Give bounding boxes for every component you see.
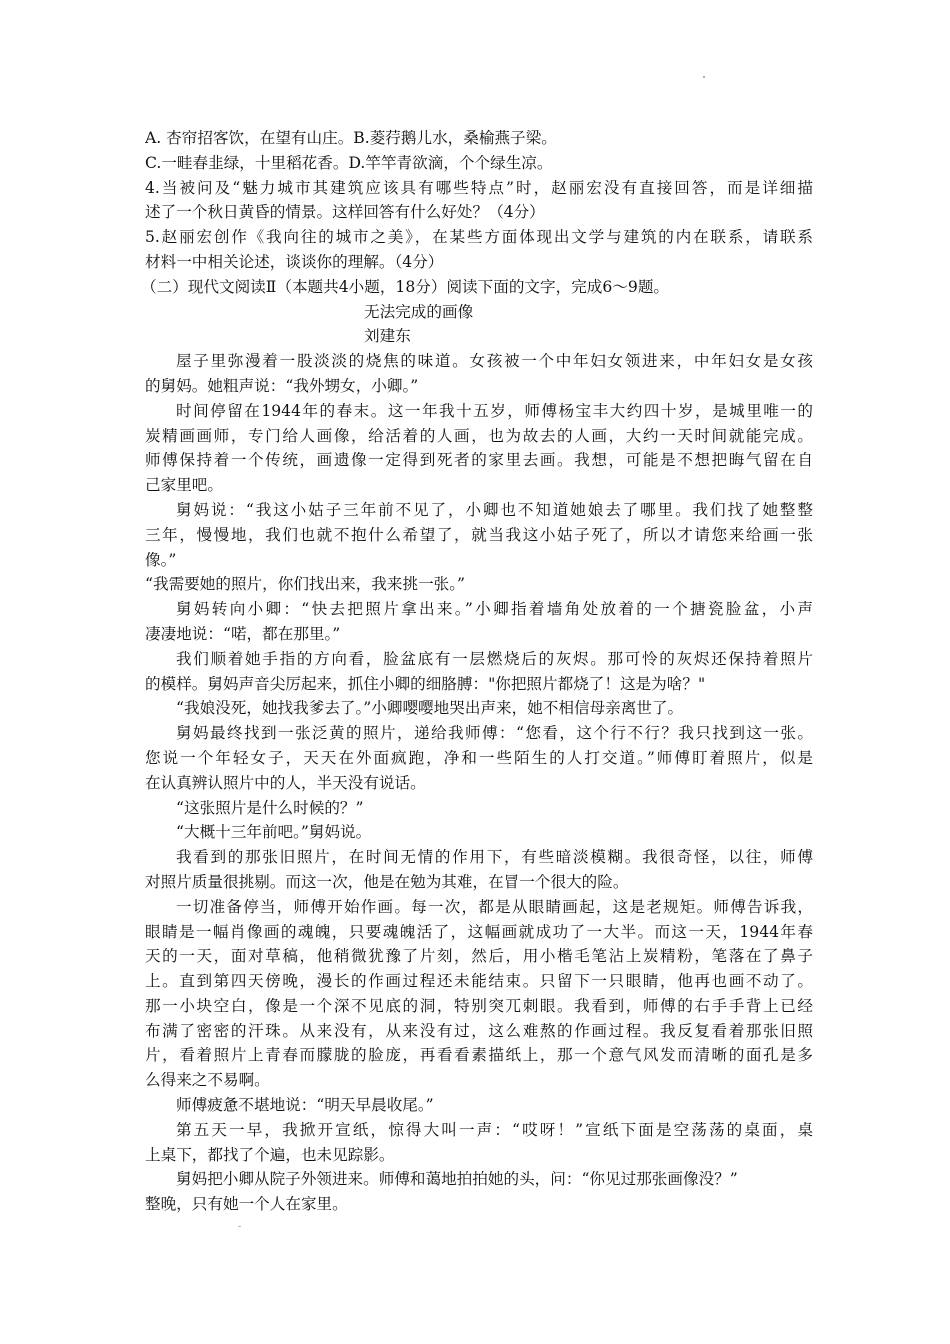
paragraph-line: 整晚，只有她一个人在家里。	[145, 1195, 348, 1214]
paragraph-line: “这张照片是什么时候的？”	[176, 798, 364, 817]
paragraph-line: 像。”	[145, 550, 177, 569]
paragraph-line: 时间停留在1944年的春末。这一年我十五岁，师傅杨宝丰大约四十岁，是城里唯一的	[176, 401, 813, 420]
story-author: 刘建东	[364, 327, 411, 346]
paragraph-line: 上桌下，都找了个遍，也未见踪影。	[145, 1145, 395, 1164]
paragraph-line: 一切准备停当，师傅开始作画。每一次，都是从眼睛画起，这是老规矩。师傅告诉我，	[176, 897, 813, 916]
paragraph-line: 上。直到第四天傍晚，漫长的作画过程还未能结束。只留下一只眼睛，他再也画不动了。	[145, 972, 813, 991]
paragraph-line: 师傅保持着一个传统，画遗像一定得到死者的家里去画。我想，可能是不想把晦气留在自	[145, 451, 813, 470]
paragraph-line: 的模样。舅妈声音尖厉起来，抓住小卿的细胳膊："你把照片都烧了！这是为啥？"	[145, 674, 706, 693]
paragraph-line: 天的一天，面对草稿，他稍微犹豫了片刻，然后，用小楷毛笔沾上炭精粉，笔落在了鼻子	[145, 947, 813, 966]
paragraph-line: 第五天一早，我掀开宣纸，惊得大叫一声：“哎呀！”宣纸下面是空荡荡的桌面，桌	[176, 1120, 813, 1139]
paragraph-line: “我需要她的照片，你们找出来，我来挑一张。”	[145, 575, 466, 594]
paragraph-line: 片，看着照片上青春而朦胧的脸庞，再看看素描纸上，那一个意气风发而清晰的面孔是多	[145, 1046, 813, 1065]
paragraph-line: 师傅疲惫不堪地说：“明天早晨收尾。”	[176, 1096, 434, 1115]
option-line-cd: C.一畦春韭绿，十里稻花香。D.竿竿青欲滴，个个绿生凉。	[145, 153, 553, 172]
paragraph-line: 凄凄地说：“喏，都在那里。”	[145, 624, 341, 643]
question-4-line-2: 述了一个秋日黄昏的情景。这样回答有什么好处？（4分）	[145, 203, 545, 222]
paragraph-line: 布满了密密的汗珠。从来没有，从来没有过，这么难熬的作画过程。我反复看着那张旧照	[145, 1021, 813, 1040]
paragraph-line: “我娘没死，她找我爹去了。”小卿嘤嘤地哭出声来，她不相信母亲离世了。	[176, 699, 684, 718]
paragraph-line: “大概十三年前吧。”舅妈说。	[176, 823, 372, 842]
question-5-line-2: 材料一中相关论述，谈谈你的理解。（4分）	[145, 252, 444, 271]
paragraph-line: 对照片质量很挑剔。而这一次，他是在勉为其难，在冒一个很大的险。	[145, 872, 629, 891]
paragraph-line: 我们顺着她手指的方向看，脸盆底有一层燃烧后的灰烬。那可怜的灰烬还保持着照片	[176, 649, 813, 668]
page-corner-mark	[703, 76, 705, 78]
paragraph-line: 舅妈把小卿从院子外领进来。师傅和蔼地拍拍她的头，问：“你见过那张画像没？”	[176, 1170, 738, 1189]
paragraph-line: 您说一个年轻女子，天天在外面疯跑，净和一些陌生的人打交道。”师傅盯着照片，似是	[145, 748, 813, 767]
question-5-line-1: 5.赵丽宏创作《我向往的城市之美》，在某些方面体现出文学与建筑的内在联系，请联系	[145, 228, 813, 247]
paragraph-line: 的舅妈。她粗声说：“我外甥女，小卿。”	[145, 376, 419, 395]
paragraph-line: 在认真辨认照片中的人，半天没有说话。	[145, 773, 426, 792]
paragraph-line: 我看到的那张旧照片，在时间无情的作用下，有些暗淡模糊。我很奇怪，以往，师傅	[176, 848, 813, 867]
paragraph-line: 那一小块空白，像是一个深不见底的洞，特别突兀刺眼。我看到，师傅的右手手背上已经	[145, 996, 813, 1015]
paragraph-line: 己家里吧。	[145, 476, 223, 495]
paragraph-line: 三年，慢慢地，我们也就不抱什么希望了，就当我这小姑子死了，所以才请您来给画一张	[145, 525, 813, 544]
paragraph-line: 舅妈最终找到一张泛黄的照片，递给我师傅：“您看，这个行不行？我只找到这一张。	[176, 724, 813, 743]
document-body	[141, 126, 813, 1217]
section-heading: （二）现代文阅读Ⅱ（本题共4小题，18分）阅读下面的文字，完成6～9题。	[141, 277, 670, 296]
paragraph-line: 屋子里弥漫着一股淡淡的烧焦的味道。女孩被一个中年妇女领进来，中年妇女是女孩	[176, 352, 813, 371]
page-bottom-mark	[238, 1226, 241, 1227]
paragraph-line: 么得来之不易啊。	[145, 1071, 270, 1090]
story-title: 无法完成的画像	[364, 302, 474, 321]
question-4-line-1: 4.当被问及“魅力城市其建筑应该具有哪些特点”时，赵丽宏没有直接回答，而是详细描	[145, 178, 813, 197]
option-line-ab: A. 杏帘招客饮，在望有山庄。B.菱荇鹅儿水，桑榆燕子梁。	[145, 129, 557, 147]
paragraph-line: 炭精画画师，专门给人画像，给活着的人画，也为故去的人画，大约一天时间就能完成。	[145, 426, 813, 445]
paragraph-line: 舅妈说：“我这小姑子三年前不见了，小卿也不知道她娘去了哪里。我们找了她整整	[176, 500, 813, 519]
paragraph-line: 舅妈转向小卿：“快去把照片拿出来。”小卿指着墙角处放着的一个搪瓷脸盆，小声	[176, 600, 813, 619]
paragraph-line: 眼睛是一幅肖像画的魂魄，只要魂魄活了，这幅画就成功了一大半。而这一天，1944年春	[145, 922, 813, 941]
